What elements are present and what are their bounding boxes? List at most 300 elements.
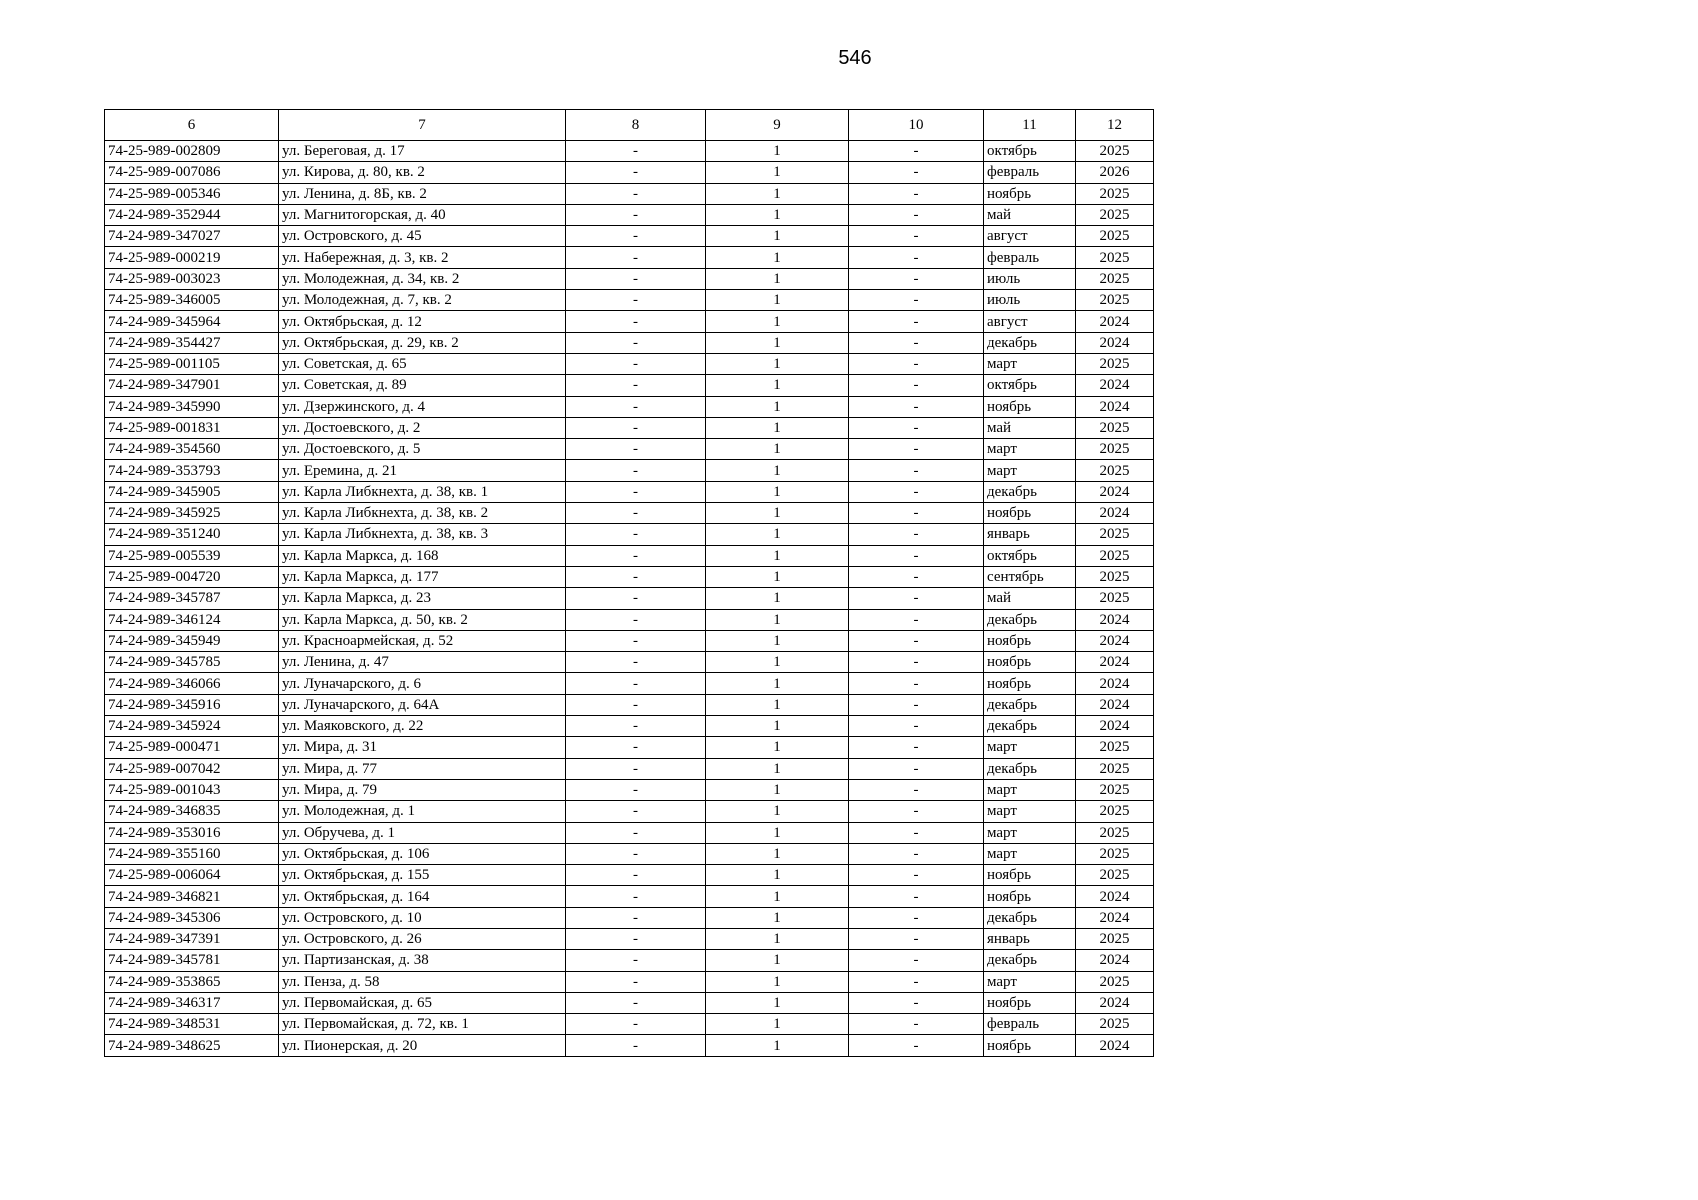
table-row <box>105 886 1154 907</box>
address-cell: ул. Молодежная, д. 1 <box>279 801 566 822</box>
page-number: 546 <box>838 47 872 69</box>
address-cell: ул. Карла Маркса, д. 177 <box>279 566 566 587</box>
col8-cell: - <box>566 716 706 737</box>
col10-cell: - <box>849 204 984 225</box>
table-row <box>105 673 1154 694</box>
col9-cell: 1 <box>706 481 849 502</box>
account-number-cell: 74-24-989-346124 <box>105 609 279 630</box>
account-number-cell: 74-24-989-347901 <box>105 375 279 396</box>
col8-cell: - <box>566 268 706 289</box>
month-cell: ноябрь <box>984 886 1076 907</box>
col9-cell: 1 <box>706 928 849 949</box>
column-header-12: 12 <box>1076 110 1154 141</box>
month-cell: март <box>984 801 1076 822</box>
account-number-cell: 74-24-989-353016 <box>105 822 279 843</box>
col10-cell: - <box>849 737 984 758</box>
address-cell: ул. Достоевского, д. 5 <box>279 439 566 460</box>
month-cell: ноябрь <box>984 992 1076 1013</box>
col10-cell: - <box>849 694 984 715</box>
month-cell: ноябрь <box>984 652 1076 673</box>
col8-cell: - <box>566 545 706 566</box>
address-cell: ул. Островского, д. 45 <box>279 226 566 247</box>
month-cell: ноябрь <box>984 673 1076 694</box>
col8-cell: - <box>566 652 706 673</box>
col9-cell: 1 <box>706 396 849 417</box>
year-cell: 2025 <box>1076 737 1154 758</box>
year-cell: 2025 <box>1076 268 1154 289</box>
account-number-cell: 74-25-989-007042 <box>105 758 279 779</box>
col8-cell: - <box>566 758 706 779</box>
address-cell: ул. Октябрьская, д. 29, кв. 2 <box>279 332 566 353</box>
col10-cell: - <box>849 822 984 843</box>
col10-cell: - <box>849 907 984 928</box>
col8-cell: - <box>566 907 706 928</box>
col9-cell: 1 <box>706 716 849 737</box>
account-number-cell: 74-24-989-353793 <box>105 460 279 481</box>
address-cell: ул. Партизанская, д. 38 <box>279 950 566 971</box>
col8-cell: - <box>566 524 706 545</box>
month-cell: май <box>984 204 1076 225</box>
table-row <box>105 716 1154 737</box>
col10-cell: - <box>849 439 984 460</box>
year-cell: 2024 <box>1076 396 1154 417</box>
month-cell: январь <box>984 524 1076 545</box>
account-number-cell: 74-24-989-345785 <box>105 652 279 673</box>
col8-cell: - <box>566 865 706 886</box>
table-row <box>105 992 1154 1013</box>
year-cell: 2024 <box>1076 907 1154 928</box>
year-cell: 2025 <box>1076 141 1154 162</box>
col9-cell: 1 <box>706 353 849 374</box>
col10-cell: - <box>849 183 984 204</box>
col8-cell: - <box>566 694 706 715</box>
account-number-cell: 74-24-989-345781 <box>105 950 279 971</box>
address-cell: ул. Достоевского, д. 2 <box>279 417 566 438</box>
account-number-cell: 74-24-989-345905 <box>105 481 279 502</box>
table-row <box>105 907 1154 928</box>
column-header-8: 8 <box>566 110 706 141</box>
address-cell: ул. Островского, д. 26 <box>279 928 566 949</box>
address-cell: ул. Мира, д. 31 <box>279 737 566 758</box>
year-cell: 2024 <box>1076 652 1154 673</box>
year-cell: 2024 <box>1076 503 1154 524</box>
col8-cell: - <box>566 226 706 247</box>
col9-cell: 1 <box>706 545 849 566</box>
year-cell: 2025 <box>1076 1014 1154 1035</box>
year-cell: 2025 <box>1076 290 1154 311</box>
account-number-cell: 74-24-989-347027 <box>105 226 279 247</box>
table-row <box>105 545 1154 566</box>
register-table <box>104 109 1154 1057</box>
col8-cell: - <box>566 1014 706 1035</box>
col10-cell: - <box>849 716 984 737</box>
col8-cell: - <box>566 332 706 353</box>
table-row <box>105 247 1154 268</box>
col10-cell: - <box>849 779 984 800</box>
col10-cell: - <box>849 247 984 268</box>
year-cell: 2025 <box>1076 460 1154 481</box>
year-cell: 2025 <box>1076 843 1154 864</box>
address-cell: ул. Карла Маркса, д. 23 <box>279 588 566 609</box>
col9-cell: 1 <box>706 758 849 779</box>
table-row <box>105 737 1154 758</box>
col8-cell: - <box>566 566 706 587</box>
year-cell: 2025 <box>1076 758 1154 779</box>
col10-cell: - <box>849 865 984 886</box>
year-cell: 2024 <box>1076 311 1154 332</box>
address-cell: ул. Дзержинского, д. 4 <box>279 396 566 417</box>
account-number-cell: 74-24-989-352944 <box>105 204 279 225</box>
month-cell: март <box>984 737 1076 758</box>
col8-cell: - <box>566 630 706 651</box>
col9-cell: 1 <box>706 204 849 225</box>
col8-cell: - <box>566 439 706 460</box>
month-cell: март <box>984 971 1076 992</box>
account-number-cell: 74-24-989-354427 <box>105 332 279 353</box>
col8-cell: - <box>566 183 706 204</box>
address-cell: ул. Еремина, д. 21 <box>279 460 566 481</box>
col9-cell: 1 <box>706 609 849 630</box>
account-number-cell: 74-25-989-000471 <box>105 737 279 758</box>
month-cell: март <box>984 822 1076 843</box>
address-cell: ул. Луначарского, д. 64А <box>279 694 566 715</box>
table-header <box>105 110 1154 141</box>
account-number-cell: 74-25-989-006064 <box>105 865 279 886</box>
col9-cell: 1 <box>706 162 849 183</box>
col8-cell: - <box>566 247 706 268</box>
col10-cell: - <box>849 545 984 566</box>
table-row <box>105 865 1154 886</box>
month-cell: июль <box>984 268 1076 289</box>
col9-cell: 1 <box>706 588 849 609</box>
account-number-cell: 74-24-989-346821 <box>105 886 279 907</box>
address-cell: ул. Ленина, д. 8Б, кв. 2 <box>279 183 566 204</box>
address-cell: ул. Карла Маркса, д. 168 <box>279 545 566 566</box>
table-row <box>105 843 1154 864</box>
table-row <box>105 950 1154 971</box>
col9-cell: 1 <box>706 630 849 651</box>
col9-cell: 1 <box>706 503 849 524</box>
month-cell: март <box>984 779 1076 800</box>
table-row <box>105 1014 1154 1035</box>
address-cell: ул. Октябрьская, д. 164 <box>279 886 566 907</box>
month-cell: январь <box>984 928 1076 949</box>
table-row <box>105 758 1154 779</box>
address-cell: ул. Карла Либкнехта, д. 38, кв. 1 <box>279 481 566 502</box>
account-number-cell: 74-24-989-346066 <box>105 673 279 694</box>
year-cell: 2026 <box>1076 162 1154 183</box>
table-row <box>105 694 1154 715</box>
table-row <box>105 609 1154 630</box>
address-cell: ул. Карла Маркса, д. 50, кв. 2 <box>279 609 566 630</box>
col8-cell: - <box>566 737 706 758</box>
month-cell: октябрь <box>984 375 1076 396</box>
table-row <box>105 566 1154 587</box>
year-cell: 2025 <box>1076 439 1154 460</box>
table-row <box>105 801 1154 822</box>
col9-cell: 1 <box>706 865 849 886</box>
col10-cell: - <box>849 332 984 353</box>
column-header-10: 10 <box>849 110 984 141</box>
year-cell: 2025 <box>1076 865 1154 886</box>
table-row <box>105 460 1154 481</box>
year-cell: 2025 <box>1076 545 1154 566</box>
col9-cell: 1 <box>706 673 849 694</box>
month-cell: ноябрь <box>984 503 1076 524</box>
month-cell: май <box>984 417 1076 438</box>
col10-cell: - <box>849 673 984 694</box>
account-number-cell: 74-24-989-345990 <box>105 396 279 417</box>
month-cell: июль <box>984 290 1076 311</box>
col10-cell: - <box>849 268 984 289</box>
account-number-cell: 74-24-989-345949 <box>105 630 279 651</box>
month-cell: февраль <box>984 247 1076 268</box>
address-cell: ул. Островского, д. 10 <box>279 907 566 928</box>
col10-cell: - <box>849 311 984 332</box>
table-row <box>105 1035 1154 1056</box>
year-cell: 2025 <box>1076 204 1154 225</box>
col9-cell: 1 <box>706 1014 849 1035</box>
col10-cell: - <box>849 992 984 1013</box>
account-number-cell: 74-24-989-346317 <box>105 992 279 1013</box>
account-number-cell: 74-25-989-004720 <box>105 566 279 587</box>
address-cell: ул. Советская, д. 89 <box>279 375 566 396</box>
account-number-cell: 74-24-989-345306 <box>105 907 279 928</box>
col8-cell: - <box>566 1035 706 1056</box>
col10-cell: - <box>849 417 984 438</box>
col8-cell: - <box>566 673 706 694</box>
account-number-cell: 74-25-989-001831 <box>105 417 279 438</box>
address-cell: ул. Октябрьская, д. 155 <box>279 865 566 886</box>
address-cell: ул. Мира, д. 79 <box>279 779 566 800</box>
col10-cell: - <box>849 481 984 502</box>
col8-cell: - <box>566 992 706 1013</box>
col10-cell: - <box>849 801 984 822</box>
year-cell: 2025 <box>1076 822 1154 843</box>
month-cell: февраль <box>984 162 1076 183</box>
year-cell: 2025 <box>1076 566 1154 587</box>
col9-cell: 1 <box>706 1035 849 1056</box>
table-row <box>105 503 1154 524</box>
month-cell: ноябрь <box>984 183 1076 204</box>
col10-cell: - <box>849 524 984 545</box>
address-cell: ул. Молодежная, д. 7, кв. 2 <box>279 290 566 311</box>
address-cell: ул. Советская, д. 65 <box>279 353 566 374</box>
col9-cell: 1 <box>706 183 849 204</box>
col9-cell: 1 <box>706 950 849 971</box>
account-number-cell: 74-24-989-345787 <box>105 588 279 609</box>
col10-cell: - <box>849 141 984 162</box>
col9-cell: 1 <box>706 332 849 353</box>
col9-cell: 1 <box>706 290 849 311</box>
address-cell: ул. Октябрьская, д. 106 <box>279 843 566 864</box>
col10-cell: - <box>849 1035 984 1056</box>
table-row <box>105 779 1154 800</box>
address-cell: ул. Первомайская, д. 65 <box>279 992 566 1013</box>
account-number-cell: 74-24-989-351240 <box>105 524 279 545</box>
year-cell: 2024 <box>1076 886 1154 907</box>
col8-cell: - <box>566 503 706 524</box>
table-row <box>105 353 1154 374</box>
year-cell: 2025 <box>1076 801 1154 822</box>
year-cell: 2025 <box>1076 183 1154 204</box>
table-row <box>105 226 1154 247</box>
col10-cell: - <box>849 566 984 587</box>
col9-cell: 1 <box>706 417 849 438</box>
account-number-cell: 74-24-989-345964 <box>105 311 279 332</box>
col10-cell: - <box>849 1014 984 1035</box>
year-cell: 2024 <box>1076 1035 1154 1056</box>
col10-cell: - <box>849 396 984 417</box>
col9-cell: 1 <box>706 247 849 268</box>
address-cell: ул. Кирова, д. 80, кв. 2 <box>279 162 566 183</box>
col10-cell: - <box>849 375 984 396</box>
month-cell: декабрь <box>984 716 1076 737</box>
address-cell: ул. Мира, д. 77 <box>279 758 566 779</box>
year-cell: 2025 <box>1076 928 1154 949</box>
col9-cell: 1 <box>706 843 849 864</box>
year-cell: 2024 <box>1076 609 1154 630</box>
address-cell: ул. Октябрьская, д. 12 <box>279 311 566 332</box>
col9-cell: 1 <box>706 992 849 1013</box>
col10-cell: - <box>849 226 984 247</box>
col10-cell: - <box>849 609 984 630</box>
month-cell: декабрь <box>984 481 1076 502</box>
col9-cell: 1 <box>706 375 849 396</box>
account-number-cell: 74-24-989-345916 <box>105 694 279 715</box>
table-row <box>105 481 1154 502</box>
address-cell: ул. Карла Либкнехта, д. 38, кв. 2 <box>279 503 566 524</box>
address-cell: ул. Пионерская, д. 20 <box>279 1035 566 1056</box>
col9-cell: 1 <box>706 460 849 481</box>
address-cell: ул. Обручева, д. 1 <box>279 822 566 843</box>
col10-cell: - <box>849 886 984 907</box>
account-number-cell: 74-25-989-001043 <box>105 779 279 800</box>
col10-cell: - <box>849 503 984 524</box>
year-cell: 2024 <box>1076 950 1154 971</box>
account-number-cell: 74-24-989-353865 <box>105 971 279 992</box>
account-number-cell: 74-24-989-348625 <box>105 1035 279 1056</box>
col9-cell: 1 <box>706 652 849 673</box>
col8-cell: - <box>566 162 706 183</box>
account-number-cell: 74-25-989-002809 <box>105 141 279 162</box>
year-cell: 2024 <box>1076 481 1154 502</box>
address-cell: ул. Луначарского, д. 6 <box>279 673 566 694</box>
month-cell: март <box>984 439 1076 460</box>
account-number-cell: 74-25-989-346005 <box>105 290 279 311</box>
col8-cell: - <box>566 417 706 438</box>
table-row <box>105 652 1154 673</box>
col8-cell: - <box>566 481 706 502</box>
table-row <box>105 588 1154 609</box>
col9-cell: 1 <box>706 822 849 843</box>
month-cell: август <box>984 311 1076 332</box>
month-cell: октябрь <box>984 545 1076 566</box>
col8-cell: - <box>566 311 706 332</box>
col10-cell: - <box>849 843 984 864</box>
col9-cell: 1 <box>706 226 849 247</box>
col9-cell: 1 <box>706 801 849 822</box>
year-cell: 2024 <box>1076 694 1154 715</box>
table-row <box>105 375 1154 396</box>
address-cell: ул. Первомайская, д. 72, кв. 1 <box>279 1014 566 1035</box>
month-cell: октябрь <box>984 141 1076 162</box>
col8-cell: - <box>566 843 706 864</box>
col8-cell: - <box>566 950 706 971</box>
col8-cell: - <box>566 886 706 907</box>
account-number-cell: 74-24-989-346835 <box>105 801 279 822</box>
col10-cell: - <box>849 162 984 183</box>
month-cell: декабрь <box>984 609 1076 630</box>
table-row <box>105 417 1154 438</box>
address-cell: ул. Маяковского, д. 22 <box>279 716 566 737</box>
col9-cell: 1 <box>706 971 849 992</box>
col10-cell: - <box>849 928 984 949</box>
year-cell: 2025 <box>1076 417 1154 438</box>
month-cell: декабрь <box>984 694 1076 715</box>
year-cell: 2024 <box>1076 630 1154 651</box>
month-cell: декабрь <box>984 907 1076 928</box>
year-cell: 2024 <box>1076 716 1154 737</box>
year-cell: 2025 <box>1076 226 1154 247</box>
col9-cell: 1 <box>706 907 849 928</box>
year-cell: 2024 <box>1076 375 1154 396</box>
table-row <box>105 162 1154 183</box>
address-cell: ул. Молодежная, д. 34, кв. 2 <box>279 268 566 289</box>
account-number-cell: 74-25-989-005539 <box>105 545 279 566</box>
month-cell: ноябрь <box>984 1035 1076 1056</box>
address-cell: ул. Пенза, д. 58 <box>279 971 566 992</box>
table-row <box>105 971 1154 992</box>
col9-cell: 1 <box>706 779 849 800</box>
col8-cell: - <box>566 396 706 417</box>
col9-cell: 1 <box>706 694 849 715</box>
month-cell: ноябрь <box>984 865 1076 886</box>
col8-cell: - <box>566 801 706 822</box>
table-row <box>105 183 1154 204</box>
table-row <box>105 204 1154 225</box>
col9-cell: 1 <box>706 566 849 587</box>
table-row <box>105 822 1154 843</box>
table-row <box>105 439 1154 460</box>
table-row <box>105 290 1154 311</box>
account-number-cell: 74-24-989-348531 <box>105 1014 279 1035</box>
year-cell: 2025 <box>1076 247 1154 268</box>
header-row <box>105 110 1154 141</box>
year-cell: 2025 <box>1076 524 1154 545</box>
col8-cell: - <box>566 460 706 481</box>
month-cell: март <box>984 843 1076 864</box>
month-cell: декабрь <box>984 758 1076 779</box>
address-cell: ул. Береговая, д. 17 <box>279 141 566 162</box>
year-cell: 2025 <box>1076 588 1154 609</box>
col10-cell: - <box>849 588 984 609</box>
col9-cell: 1 <box>706 268 849 289</box>
account-number-cell: 74-25-989-001105 <box>105 353 279 374</box>
year-cell: 2024 <box>1076 332 1154 353</box>
col9-cell: 1 <box>706 311 849 332</box>
table-row <box>105 928 1154 949</box>
col8-cell: - <box>566 822 706 843</box>
account-number-cell: 74-25-989-007086 <box>105 162 279 183</box>
col8-cell: - <box>566 141 706 162</box>
year-cell: 2025 <box>1076 971 1154 992</box>
month-cell: май <box>984 588 1076 609</box>
address-cell: ул. Набережная, д. 3, кв. 2 <box>279 247 566 268</box>
account-number-cell: 74-25-989-000219 <box>105 247 279 268</box>
col8-cell: - <box>566 971 706 992</box>
table-row <box>105 268 1154 289</box>
